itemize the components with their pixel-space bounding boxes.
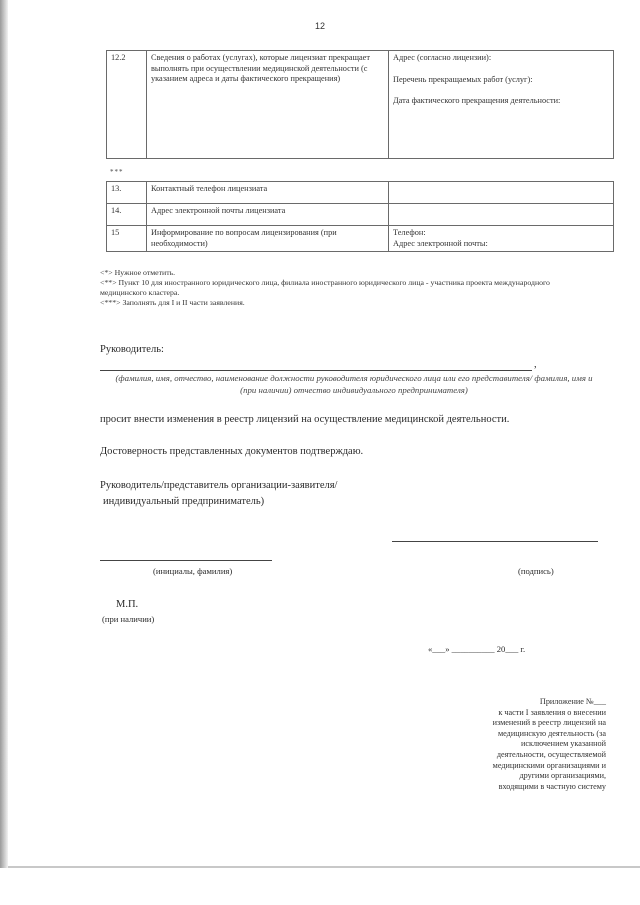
footnote-2: <**> Пункт 10 для иностранного юридического лица, филиала иностранного юридического лица - участника проекта международного медицинского кластера. bbox=[100, 278, 550, 297]
stamp-hint: (при наличии) bbox=[102, 614, 155, 624]
signature-field[interactable] bbox=[392, 541, 598, 542]
appendix-line: другими организациями, bbox=[519, 771, 606, 781]
appendix-line: Приложение №___ bbox=[539, 697, 606, 706]
comma: , bbox=[534, 359, 537, 370]
licensing-info-cell[interactable] bbox=[389, 226, 614, 252]
signer-title-line2: индивидуальный предприниматель) bbox=[103, 496, 265, 507]
appendix-line: изменений в реестр лицензий на bbox=[492, 718, 606, 728]
phone-value-cell[interactable] bbox=[389, 182, 614, 204]
row-number: 12.2 bbox=[107, 51, 147, 159]
appendix-line: медицинскими организациями и bbox=[492, 760, 606, 770]
row-label: Информирование по вопросам лицензирования (при необходимости) bbox=[147, 226, 389, 252]
request-text: просит внести изменения в реестр лицензий на осуществление медицинской деятельности. bbox=[100, 414, 510, 425]
footnote-marker: *** bbox=[110, 168, 124, 176]
footnote-3: <***> Заполнять для I и II части заявления. bbox=[100, 298, 245, 307]
row-label: Адрес электронной почты лицензиата bbox=[147, 204, 389, 226]
termination-date-label: Дата фактического прекращения деятельности: bbox=[393, 96, 561, 105]
footnote-1: <*> Нужное отметить. bbox=[100, 268, 176, 277]
row-number: 13. bbox=[107, 182, 147, 204]
confirm-text: Достоверность представленных документов подтверждаю. bbox=[100, 446, 364, 457]
stamp-label: М.П. bbox=[116, 599, 139, 610]
row-label: Контактный телефон лицензиата bbox=[147, 182, 389, 204]
page-number: 12 bbox=[314, 21, 325, 31]
signature-label: (подпись) bbox=[518, 566, 554, 576]
email-label: Адрес электронной почты: bbox=[393, 238, 488, 248]
row-number: 15 bbox=[107, 226, 147, 252]
appendix-line: к части I заявления о внесении bbox=[498, 707, 606, 717]
appendix-line: входящими в частную систему bbox=[498, 781, 606, 791]
footnotes bbox=[100, 268, 580, 308]
row-label: Сведения о работах (услугах), которые лицензиат прекращает выполнять при осуществлении медицинской деятельности (с указанием адреса и даты фактического прекращения) bbox=[147, 51, 389, 159]
scan-edge bbox=[0, 0, 8, 868]
head-name-field[interactable] bbox=[100, 370, 532, 371]
contacts-table bbox=[106, 181, 614, 252]
email-value-cell[interactable] bbox=[389, 204, 614, 226]
date-field[interactable]: «___» __________ 20___ г. bbox=[428, 644, 526, 654]
address-label: Адрес (согласно лицензии): bbox=[393, 53, 492, 62]
initials-field[interactable] bbox=[100, 560, 272, 561]
appendix-line: деятельности, осуществляемой bbox=[496, 749, 606, 759]
signer-title-line1: Руководитель/представитель организации-заявителя/ bbox=[100, 480, 338, 491]
initials-label: (инициалы, фамилия) bbox=[153, 566, 233, 576]
appendix-line: медицинскую деятельность (за bbox=[497, 728, 606, 738]
head-name-hint: (фамилия, имя, отчество, наименование должности руководителя юридического лица или его представителя/ фамилия, имя и (при наличии) отчество индивидуального предпринимателя) bbox=[115, 373, 593, 395]
row-number: 14. bbox=[107, 204, 147, 226]
services-termination-table bbox=[106, 50, 614, 159]
row-value-cell[interactable] bbox=[389, 51, 614, 159]
appendix-line: исключением указанной bbox=[521, 739, 606, 749]
phone-label: Телефон: bbox=[393, 228, 426, 237]
head-label: Руководитель: bbox=[100, 344, 164, 355]
page-bottom-edge bbox=[8, 866, 640, 868]
appendix-note bbox=[440, 697, 606, 792]
services-list-label: Перечень прекращаемых работ (услуг): bbox=[393, 74, 533, 84]
